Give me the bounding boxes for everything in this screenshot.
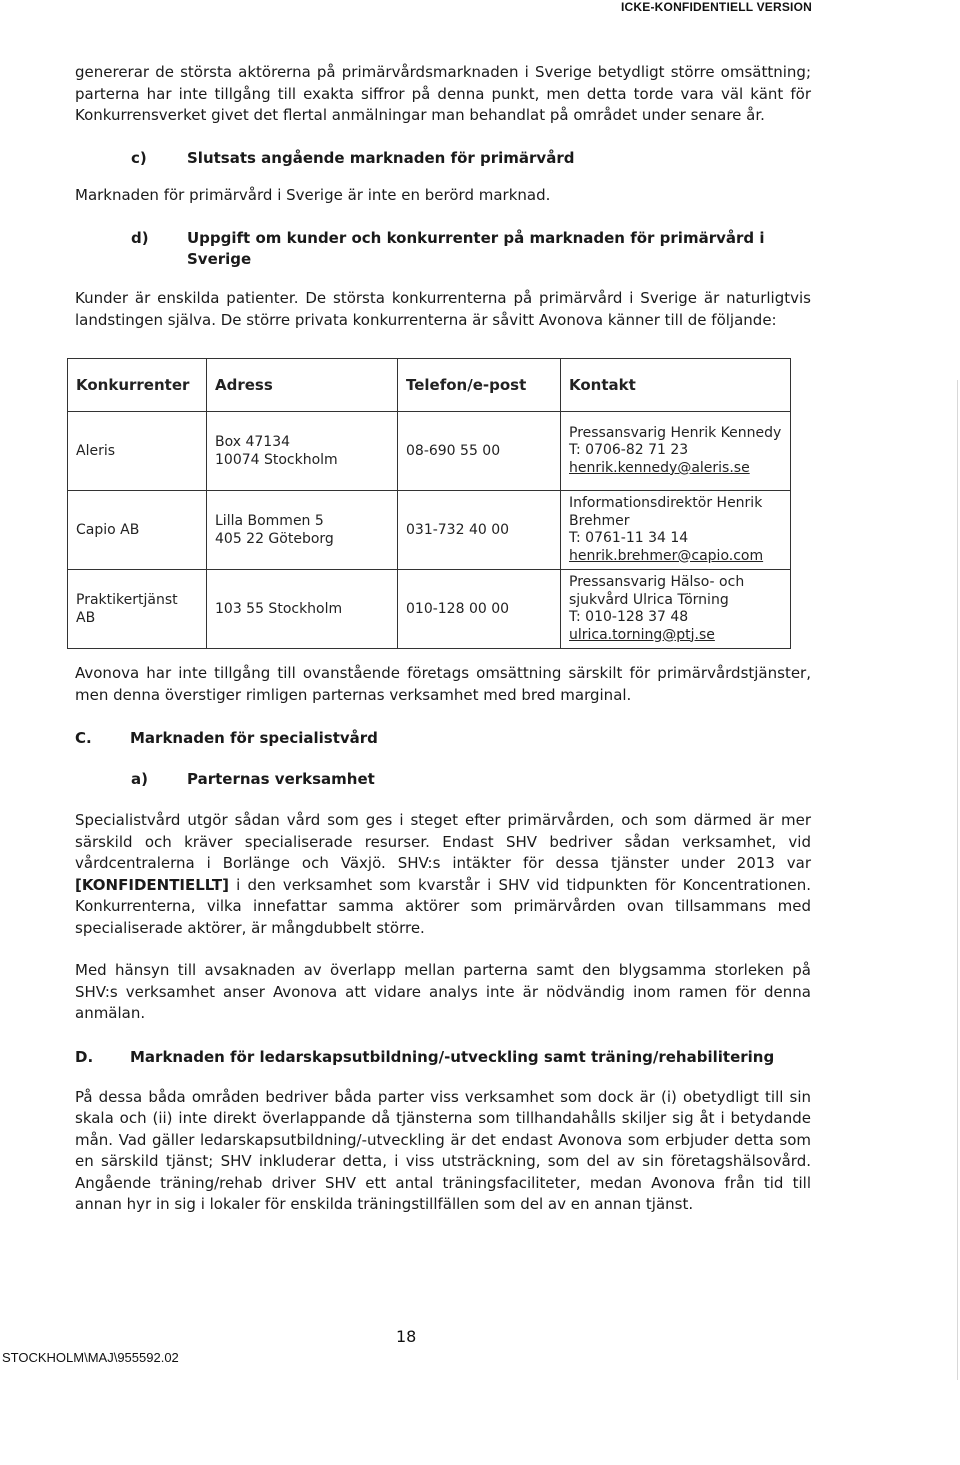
competitor-phone: 010-128 00 00	[398, 570, 561, 649]
address-line: 10074 Stockholm	[215, 452, 338, 468]
competitor-name: Aleris	[68, 412, 207, 491]
confidentiality-mark: ICKE-KONFIDENTIELL VERSION	[621, 0, 812, 14]
competitor-name: Praktikertjänst AB	[68, 570, 207, 649]
confidential-redaction: [KONFIDENTIELLT]	[75, 875, 229, 894]
heading-title: Slutsats angående marknaden för primärvård	[187, 148, 575, 167]
scan-edge-line	[957, 380, 958, 1380]
document-body	[75, 62, 811, 1216]
no-overlap-paragraph: Med hänsyn till avsaknaden av överlapp mellan parterna samt den blygsamma storleken på SHV:s verksamhet anser Avonova att vidare analys inte är nödvändig inom ramen för denna anmälan.	[75, 961, 811, 1022]
table-row	[68, 412, 791, 491]
contact-title: Pressansvarig Hälso- och sjukvård Ulrica Törning	[569, 574, 745, 608]
column-header: Konkurrenter	[68, 359, 207, 412]
table-header-row	[68, 359, 791, 412]
column-header: Adress	[207, 359, 398, 412]
contact-title: Pressansvarig Henrik Kennedy	[569, 424, 782, 441]
address-line: Lilla Bommen 5	[215, 513, 324, 529]
competitor-phone: 031-732 40 00	[398, 491, 561, 570]
page-number: 18	[396, 1327, 417, 1346]
section-c-text: Marknaden för primärvård i Sverige är inte en berörd marknad.	[75, 185, 551, 204]
heading-title: Parternas verksamhet	[187, 770, 375, 788]
competitors-table	[67, 358, 791, 649]
heading-marker: D.	[75, 1047, 94, 1066]
specialist-care-paragraph	[75, 810, 811, 939]
competitor-address	[207, 491, 398, 570]
table-row	[68, 491, 791, 570]
text-segment: Specialistvård utgör sådan vård som ges i steget efter primärvården, och som därmed är mer särskild och kräver specialiserade resurser. Endast SHV bedriver sådan verksamhet, vid vårdcentralerna i Borlänge och Växjö. SHV:s intäkter för dessa tjänster under 2013 var	[75, 811, 811, 872]
heading-D-leadership-training	[75, 1047, 811, 1068]
heading-title: Marknaden för specialistvård	[130, 729, 378, 747]
address-line: 103 55 Stockholm	[215, 601, 343, 617]
address-line: Box 47134	[215, 434, 291, 450]
text-segment: i den verksamhet som kvarstår i SHV vid tidpunkten för Koncentrationen. Konkurrenterna, vilka innefattar samma aktörer som primärvården ovan tillsammans med specialiserade aktörer, är mångdubbelt större.	[75, 875, 811, 937]
heading-marker: C.	[75, 729, 92, 747]
contact-title: Informationsdirektör Henrik Brehmer	[569, 495, 763, 529]
contact-email-link[interactable]: henrik.brehmer@capio.com	[569, 547, 764, 564]
contact-phone: T: 0761-11 34 14	[569, 530, 689, 546]
competitor-name: Capio AB	[68, 491, 207, 570]
heading-title: Marknaden för ledarskapsutbildning/-utveckling samt träning/rehabilitering	[130, 1047, 775, 1066]
contact-phone: T: 0706-82 71 23	[569, 442, 689, 459]
competitor-contact	[561, 412, 791, 491]
column-header: Kontakt	[561, 359, 791, 412]
section-d-text: Kunder är enskilda patienter. De största konkurrenterna på primärvård i Sverige är naturligtvis landstingen själva. De större privata konkurrenterna är såvitt Avonova känner till de följande:	[75, 289, 811, 329]
heading-marker: d)	[131, 229, 149, 247]
heading-C-specialist-care	[75, 728, 811, 749]
heading-c-conclusion	[75, 148, 811, 169]
table-row	[68, 570, 791, 649]
after-table-paragraph: Avonova har inte tillgång till ovanstående företags omsättning särskilt för primärvårdstjänster, men denna överstiger rimligen parternas verksamhet med bred marginal.	[75, 664, 811, 704]
competitor-phone: 08-690 55 00	[398, 412, 561, 491]
column-header: Telefon/e-post	[398, 359, 561, 412]
contact-email-link[interactable]: henrik.kennedy@aleris.se	[569, 459, 750, 476]
competitor-contact	[561, 570, 791, 649]
document-reference: STOCKHOLM\MAJ\955592.02	[2, 1350, 179, 1365]
intro-paragraph: genererar de största aktörerna på primärvårdsmarknaden i Sverige betydligt större omsättning; parterna har inte tillgång till exakta siffror på denna punkt, men detta torde vara väl känt för Konkurrensverket givet det flertal anmälningar man behandlat på området under senare år.	[75, 63, 811, 124]
leadership-training-paragraph: På dessa båda områden bedriver båda parter viss verksamhet som dock är (i) obetydligt till sin skala och (ii) inte direkt överlappande då tjänsterna som tillhandahålls skiljer sig åt i betydande mån. Vad gäller ledarskapsutbildning/-utveckling är det endast Avonova som erbjuder detta som en särskild tjänst; SHV inkluderar detta, i viss utsträckning, som del av sin företagshälsovård. Angående träning/rehab driver SHV ett antal träningsfaciliteter, medan Avonova från tid till annan hyr in sig i lokaler för enskilda träningstillfällen som del av en annan tjänst.	[75, 1087, 811, 1213]
heading-marker: c)	[131, 148, 147, 167]
competitor-contact	[561, 491, 791, 570]
competitor-address	[207, 570, 398, 649]
heading-a-parties-operations	[75, 769, 811, 790]
contact-phone: T: 010-128 37 48	[569, 609, 689, 625]
address-line: 405 22 Göteborg	[215, 531, 334, 547]
competitor-address	[207, 412, 398, 491]
contact-email-link[interactable]: ulrica.torning@ptj.se	[569, 626, 715, 643]
heading-title: Uppgift om kunder och konkurrenter på marknaden för primärvård i Sverige	[187, 229, 765, 268]
heading-d-customers	[75, 228, 811, 270]
heading-marker: a)	[131, 770, 148, 788]
